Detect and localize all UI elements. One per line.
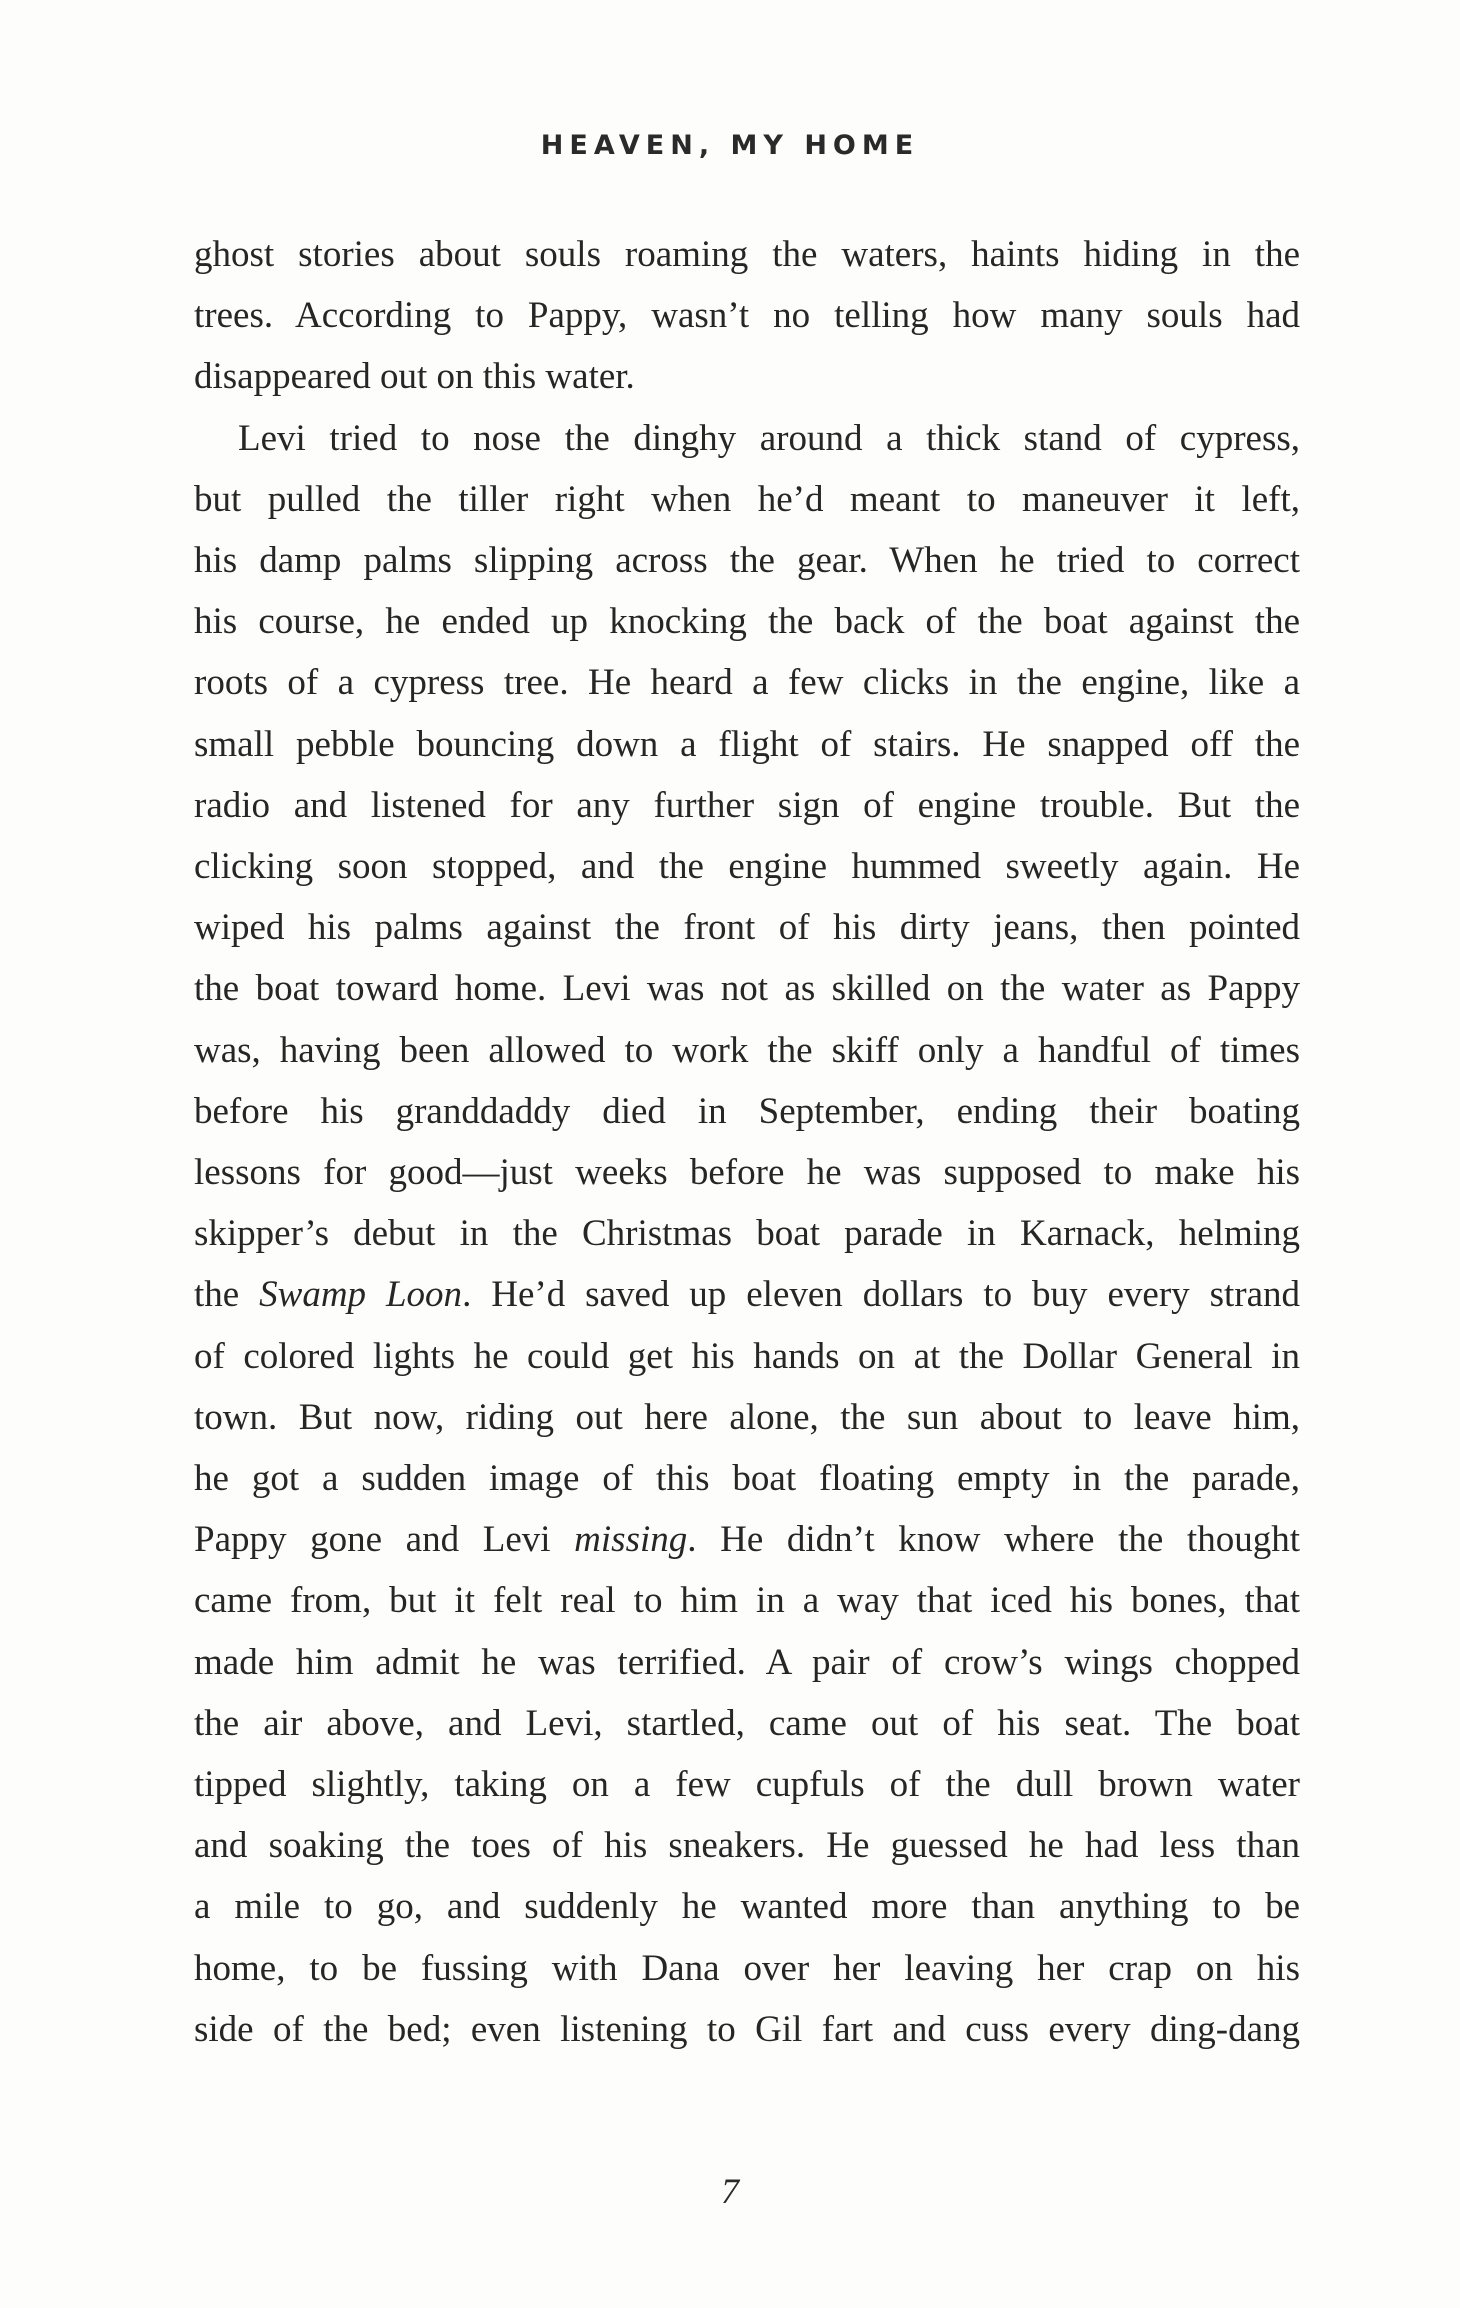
text-line: Levi tried to nose the dinghy around a thick stand of cypress, (238, 417, 1300, 459)
text-line: a mile to go, and suddenly he wanted more than anything to be (194, 1886, 1300, 1928)
running-head-title: HEAVEN, MY HOME (540, 130, 920, 161)
text-line: small pebble bouncing down a flight of stairs. He snapped off the (194, 723, 1300, 765)
text-line-with-italic (194, 1509, 1300, 1570)
text-line: his damp palms slipping across the gear. When he tried to correct (194, 540, 1300, 582)
text-line: the boat toward home. Levi was not as skilled on the water as Pappy (194, 968, 1300, 1010)
text-line: side of the bed; even listening to Gil fart and cuss every ding-dang (194, 2008, 1300, 2050)
text-line: and soaking the toes of his sneakers. He guessed he had less than (194, 1825, 1300, 1867)
text-line: before his granddaddy died in September, ending their boating (194, 1090, 1300, 1132)
text-segment: Pappy gone and Levi (194, 1519, 575, 1561)
text-line: clicking soon stopped, and the engine hummed sweetly again. He (194, 846, 1300, 888)
text-line: came from, but it felt real to him in a way that iced his bones, that (194, 1580, 1300, 1622)
page-number: 7 (721, 2171, 739, 2211)
text-line: lessons for good—just weeks before he was supposed to make his (194, 1152, 1300, 1194)
text-line-with-italic (194, 1264, 1300, 1325)
text-line: home, to be fussing with Dana over her leaving her crap on his (194, 1947, 1300, 1989)
text-line: skipper’s debut in the Christmas boat parade in Karnack, helming (194, 1213, 1300, 1255)
text-line: town. But now, riding out here alone, the sun about to leave him, (194, 1396, 1300, 1438)
text-segment: . He didn’t know where the thought (687, 1519, 1300, 1561)
text-line: but pulled the tiller right when he’d meant to maneuver it left, (194, 478, 1300, 520)
text-line: the air above, and Levi, startled, came out of his seat. The boat (194, 1702, 1300, 1744)
text-line: his course, he ended up knocking the back of the boat against the (194, 601, 1300, 643)
text-line: ghost stories about souls roaming the waters, haints hiding in the (194, 234, 1300, 275)
emphasis-italic: missing (574, 1519, 688, 1561)
boat-name-italic: Swamp Loon (259, 1274, 463, 1316)
text-line: he got a sudden image of this boat floating empty in the parade, (194, 1458, 1300, 1500)
text-segment: . He’d saved up eleven dollars to buy every strand (462, 1274, 1300, 1316)
text-line: radio and listened for any further sign of engine trouble. But the (194, 784, 1300, 826)
text-line: disappeared out on this water. (194, 356, 635, 398)
text-line: wiped his palms against the front of his dirty jeans, then pointed (194, 907, 1300, 949)
text-line: was, having been allowed to work the skiff only a handful of times (194, 1029, 1300, 1071)
text-line: of colored lights he could get his hands on at the Dollar General in (194, 1335, 1300, 1377)
text-line: tipped slightly, taking on a few cupfuls of the dull brown water (194, 1764, 1300, 1806)
text-line: trees. According to Pappy, wasn’t no telling how many souls had (194, 295, 1300, 337)
text-segment: the (194, 1274, 260, 1316)
text-line: made him admit he was terrified. A pair of crow’s wings chopped (194, 1641, 1300, 1683)
body-text (194, 224, 1300, 2060)
text-line: roots of a cypress tree. He heard a few clicks in the engine, like a (194, 662, 1300, 704)
